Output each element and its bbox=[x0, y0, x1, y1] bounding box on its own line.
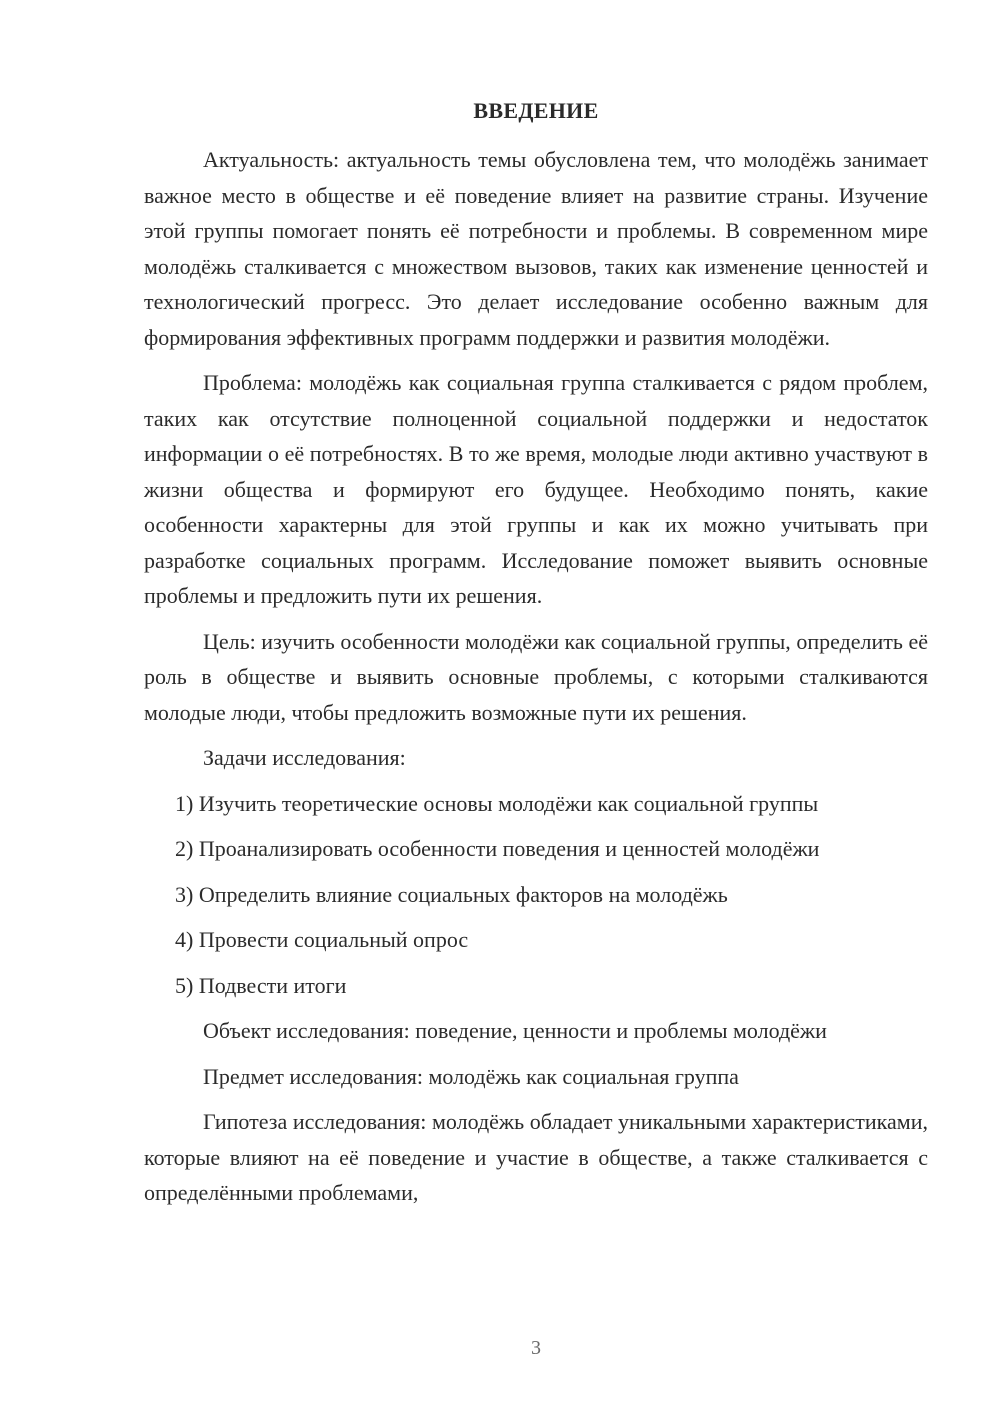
tasks-heading: Задачи исследования: bbox=[203, 745, 406, 770]
document-body bbox=[144, 142, 928, 1221]
research-hypothesis: Гипотеза исследования: молодёжь обладает уникальными характеристиками, которые влияют на её поведение и участие в обществе, а также сталкивается с определёнными проблемами, bbox=[144, 1109, 928, 1205]
task-item: 3) Определить влияние социальных факторов на молодёжь bbox=[175, 881, 728, 907]
tasks-list bbox=[144, 786, 928, 1004]
paragraph-problem: Проблема: молодёжь как социальная группа сталкивается с рядом проблем, таких как отсутствие полноценной социальной поддержки и недостаток информации о её потребностях. В то же время, молодые люди активно участвуют в жизни общества и формируют его будущее. Необходимо понять, какие особенности характерны для этой группы и как их можно учитывать при разработке социальных программ. Исследование поможет выявить основные проблемы и предложить пути их решения. bbox=[144, 370, 928, 608]
research-subject: Предмет исследования: молодёжь как социальная группа bbox=[203, 1063, 739, 1089]
task-item: 2) Проанализировать особенности поведения и ценностей молодёжи bbox=[175, 836, 820, 861]
paragraph-relevance: Актуальность: актуальность темы обусловлена тем, что молодёжь занимает важное место в обществе и её поведение влияет на развитие страны. Изучение этой группы помогает понять её потребности и проблемы. В современном мире молодёжь сталкивается с множеством вызовов, таких как изменение ценностей и технологический прогресс. Это делает исследование особенно важным для формирования эффективных программ поддержки и развития молодёжи. bbox=[144, 147, 928, 350]
page-number: 3 bbox=[531, 1337, 541, 1359]
task-item: 1) Изучить теоретические основы молодёжи как социальной группы bbox=[175, 790, 819, 816]
section-title: ВВЕДЕНИЕ bbox=[473, 98, 599, 123]
paragraph-goal: Цель: изучить особенности молодёжи как социальной группы, определить её роль в обществе и выявить основные проблемы, с которыми сталкиваются молодые люди, чтобы предложить возможные пути их решения. bbox=[144, 628, 928, 725]
research-object: Объект исследования: поведение, ценности и проблемы молодёжи bbox=[203, 1018, 827, 1043]
task-item: 5) Подвести итоги bbox=[175, 972, 347, 998]
task-item: 4) Провести социальный опрос bbox=[175, 927, 469, 952]
